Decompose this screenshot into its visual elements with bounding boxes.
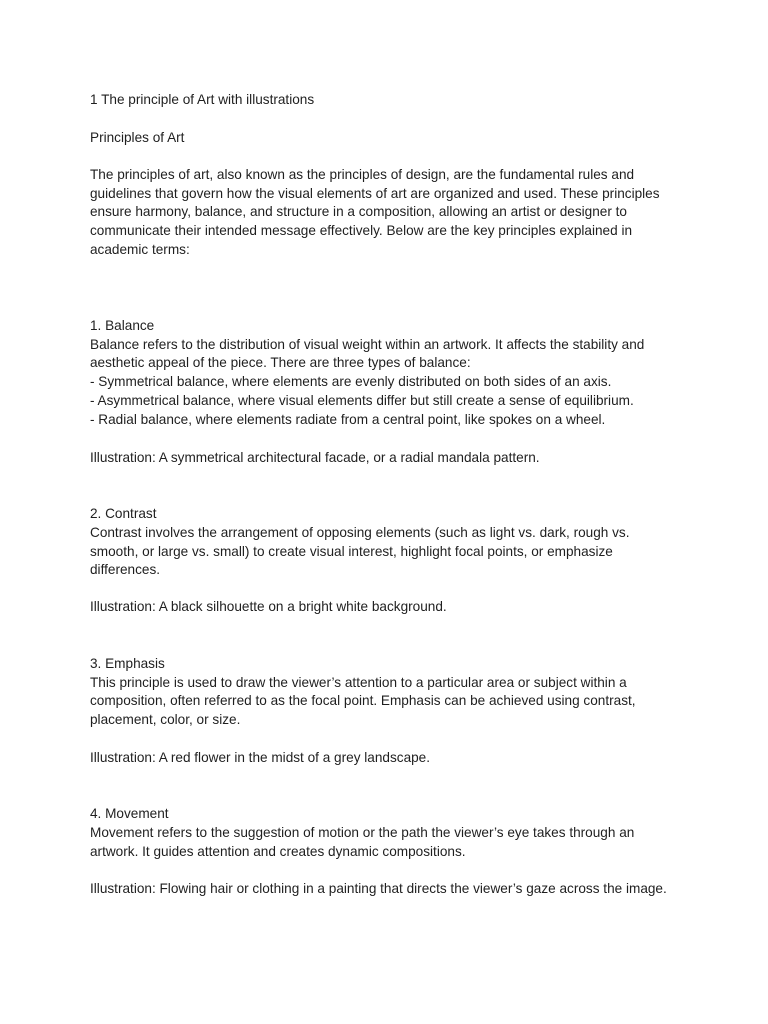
- section-body-line: placement, color, or size.: [90, 712, 241, 727]
- section-illustration: Illustration: A red flower in the midst of a grey landscape.: [90, 750, 431, 765]
- section-title-movement: 4. Movement: [90, 806, 169, 821]
- section-illustration: Illustration: A symmetrical architectural facade, or a radial mandala pattern.: [90, 450, 540, 465]
- section-body-line: This principle is used to draw the viewer’s attention to a particular area or subject within a: [90, 675, 627, 690]
- document-title: 1 The principle of Art with illustrations: [90, 92, 315, 107]
- section-body-line: - Radial balance, where elements radiate from a central point, like spokes on a wheel.: [90, 412, 606, 427]
- intro-line: The principles of art, also known as the principles of design, are the fundamental rules and: [90, 167, 635, 182]
- section-illustration: Illustration: Flowing hair or clothing in a painting that directs the viewer’s gaze across the image.: [90, 881, 667, 896]
- section-title-emphasis: 3. Emphasis: [90, 656, 165, 671]
- section-body-line: Balance refers to the distribution of visual weight within an artwork. It affects the stability and: [90, 337, 645, 352]
- section-title-balance: 1. Balance: [90, 318, 155, 333]
- intro-line: academic terms:: [90, 242, 190, 257]
- section-body-line: Movement refers to the suggestion of motion or the path the viewer’s eye takes through an: [90, 825, 635, 840]
- section-body-line: artwork. It guides attention and creates dynamic compositions.: [90, 844, 466, 859]
- section-body-line: smooth, or large vs. small) to create visual interest, highlight focal points, or emphasize: [90, 544, 613, 559]
- intro-line: guidelines that govern how the visual elements of art are organized and used. These principles: [90, 186, 660, 201]
- section-body-line: - Asymmetrical balance, where visual elements differ but still create a sense of equilibrium.: [90, 393, 634, 408]
- section-body-line: differences.: [90, 562, 161, 577]
- intro-line: ensure harmony, balance, and structure in a composition, allowing an artist or designer to: [90, 204, 627, 219]
- section-body-line: composition, often referred to as the focal point. Emphasis can be achieved using contrast,: [90, 693, 636, 708]
- main-heading: Principles of Art: [90, 130, 185, 145]
- section-body-line: - Symmetrical balance, where elements are evenly distributed on both sides of an axis.: [90, 374, 612, 389]
- section-illustration: Illustration: A black silhouette on a bright white background.: [90, 599, 447, 614]
- section-body-line: Contrast involves the arrangement of opposing elements (such as light vs. dark, rough vs.: [90, 525, 630, 540]
- intro-line: communicate their intended message effectively. Below are the key principles explained in: [90, 223, 633, 238]
- section-body-line: aesthetic appeal of the piece. There are three types of balance:: [90, 355, 471, 370]
- section-title-contrast: 2. Contrast: [90, 506, 157, 521]
